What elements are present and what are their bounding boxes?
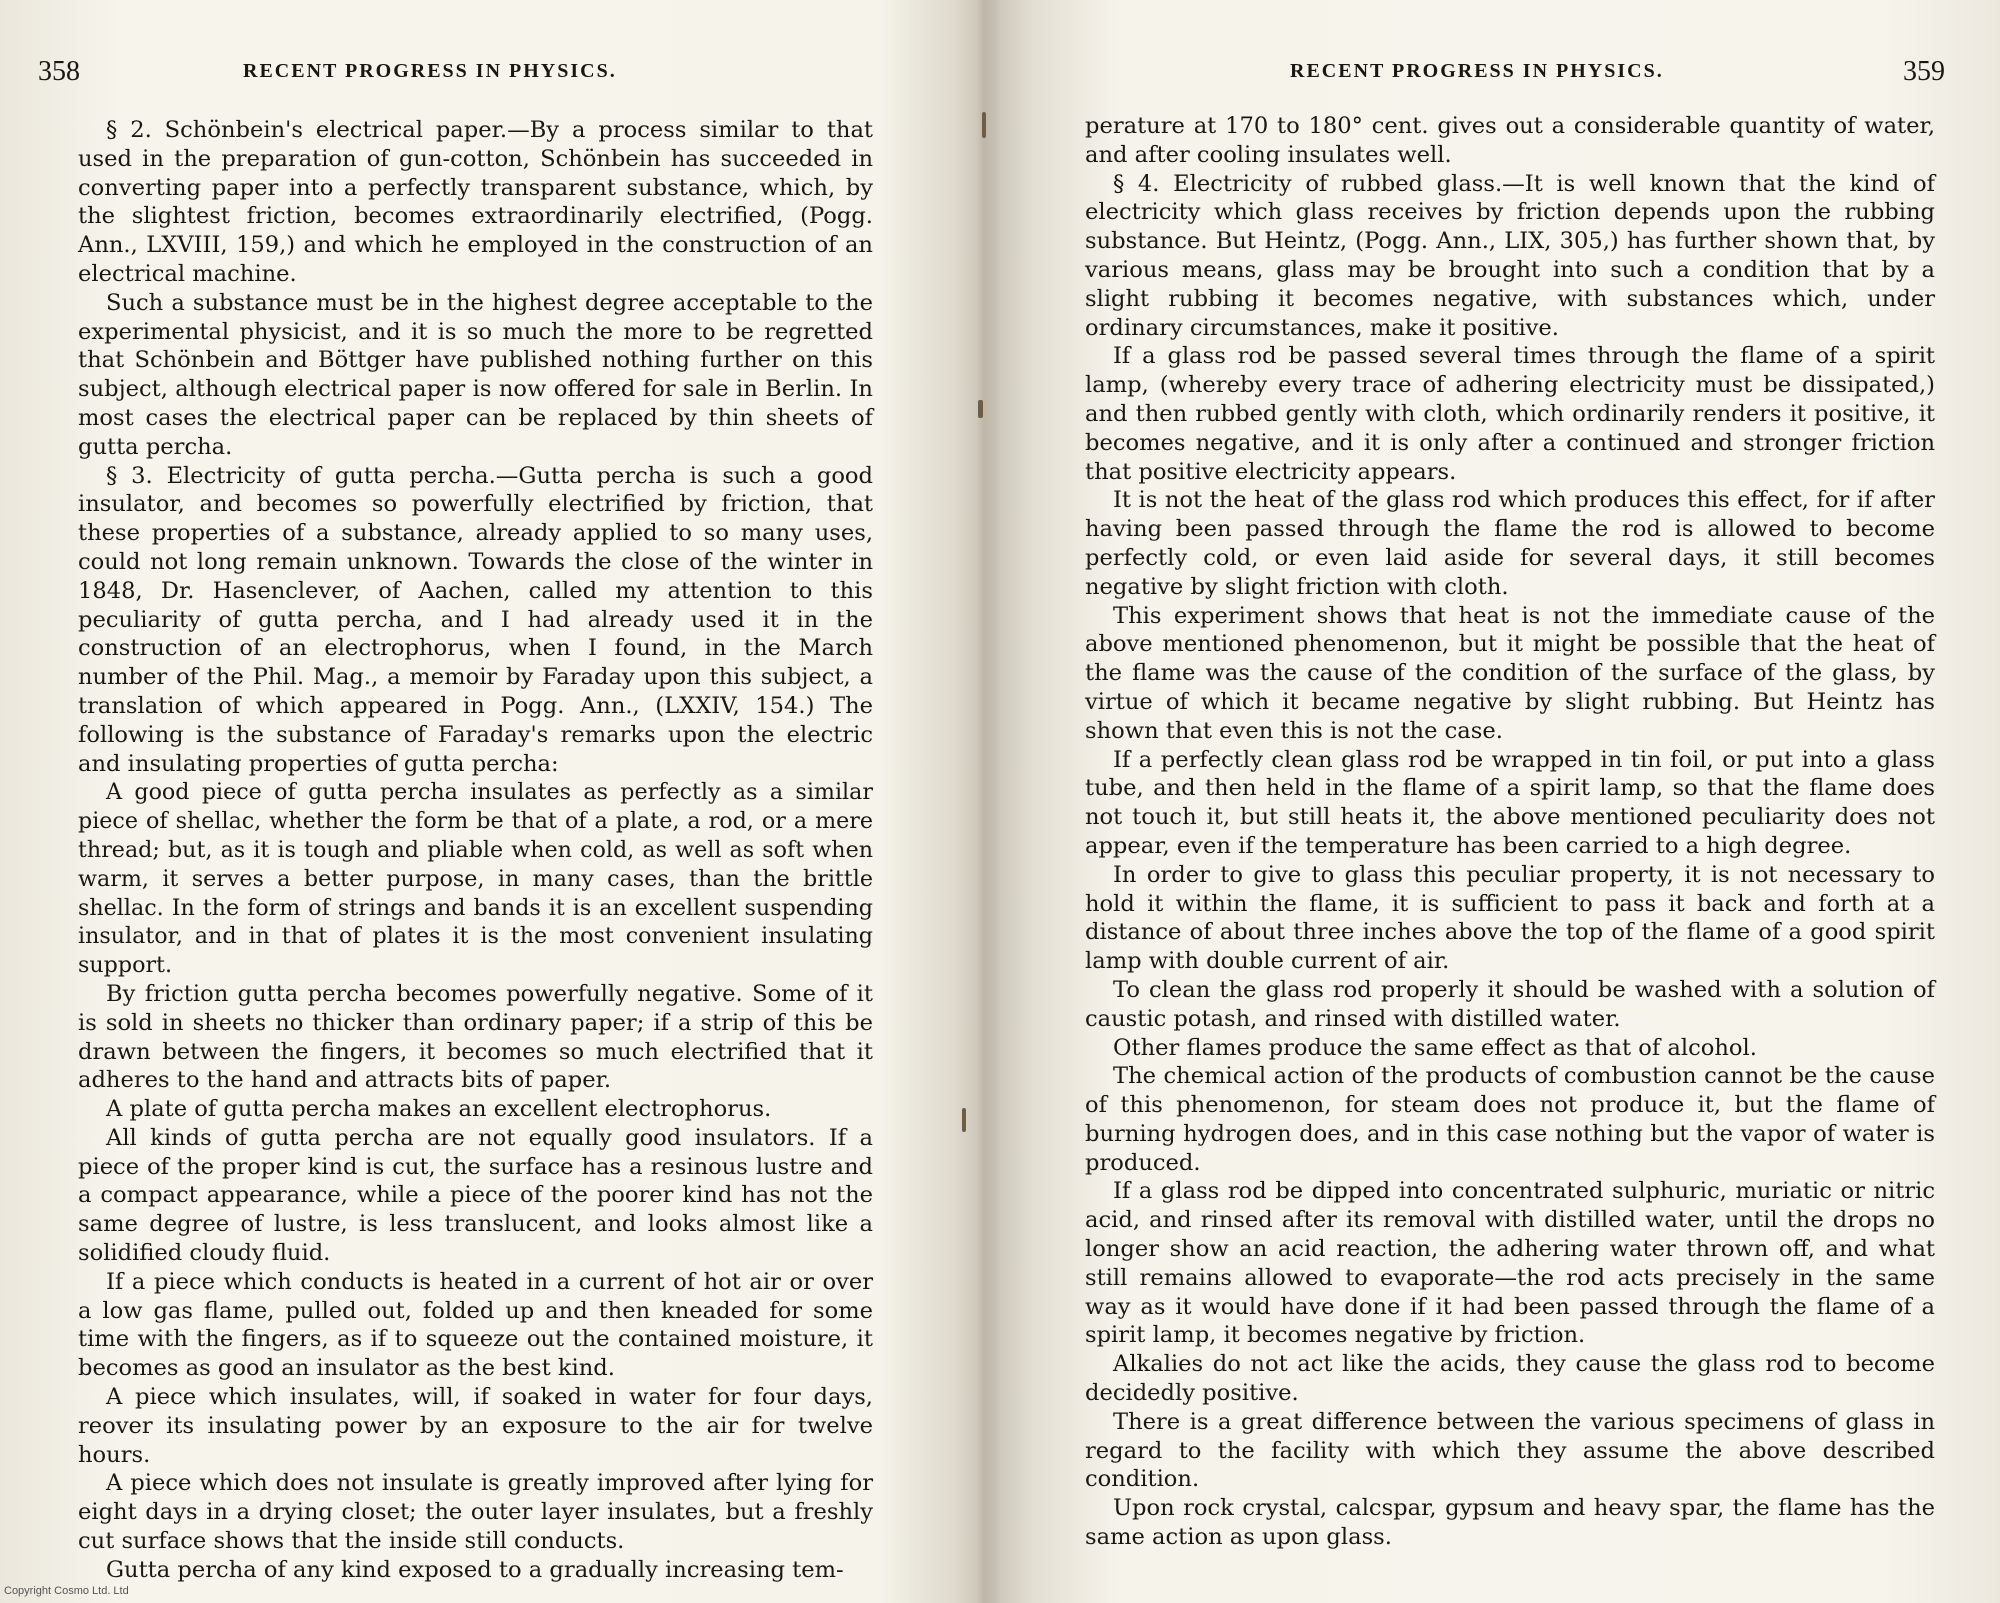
quoted-paragraph: A good piece of gutta percha insulates as perfectly as a similar piece of shellac, whether the form be that of a plate, a rod, or a mere thread; but, as it is tough and pliable when cold, as well as soft when warm, it serves a better purpose, in many cases, than the brittle shellac. In the form of strings and bands it is an excellent suspending insulator, and in that of plates it is the most convenient insulating support. — [78, 779, 873, 979]
paragraph: If a perfectly clean glass rod be wrapped in tin foil, or put into a glass tube, and then held in the flame of a spirit lamp, so that the flame does not touch it, but still heats it, the above mentioned peculiarity does not appear, even if the temperature has been carried to a high degree. — [1085, 746, 1935, 859]
paragraph: All kinds of gutta percha are not equally good insulators. If a piece of the proper kind is cut, the surface has a resinous lustre and a compact appearance, while a piece of the poorer kind has not the same degree of lustre, is less translucent, and looks almost like a solidified cloudy fluid. — [78, 1124, 873, 1267]
page-body — [78, 116, 873, 1585]
page-body — [1085, 112, 1935, 1552]
book-gutter — [955, 0, 1035, 1603]
paragraph: To clean the glass rod properly it should be washed with a solution of caustic potash, and rinsed with distilled water. — [1085, 976, 1935, 1032]
paragraph: § 4. Electricity of rubbed glass.—It is well known that the kind of electricity which glass receives by friction depends upon the rubbing substance. But Heintz, (Pogg. Ann., LIX, 305,) has further shown that, by various means, glass may be brought into such a condition that by a slight rubbing it becomes negative, with substances which, under ordinary circumstances, make it positive. — [1085, 170, 1935, 341]
paragraph: This experiment shows that heat is not the immediate cause of the above mentioned phenomenon, but it might be possible that the heat of the flame was the cause of the condition of the surface of the glass, by virtue of which it became negative by slight rubbing. But Heintz has shown that even this is not the case. — [1085, 602, 1935, 744]
running-header — [1075, 56, 1945, 96]
binding-thread-mark — [962, 1108, 966, 1132]
paragraph: If a glass rod be dipped into concentrated sulphuric, muriatic or nitric acid, and rinsed after its removal with distilled water, until the drops no longer show an acid reaction, the adhering water thrown off, and what still remains allowed to evaporate—the rod acts precisely in the same way as it would have done if it had been passed through the flame of a spirit lamp, it becomes negative by friction. — [1085, 1178, 1935, 1349]
paragraph-continuation: perature at 170 to 180° cent. gives out a considerable quantity of water, and after cooling insulates well. — [1085, 113, 1935, 168]
paragraph: If a glass rod be passed several times through the flame of a spirit lamp, (whereby every trace of adhering electricity must be dissipated,) and then rubbed gently with cloth, which ordinarily renders it positive, it becomes negative, and it is only after a continued and stronger friction that positive electricity appears. — [1085, 343, 1935, 485]
paragraph: § 2. Schönbein's electrical paper.—By a process similar to that used in the preparation of gun-cotton, Schönbein has succeeded in converting paper into a perfectly transparent substance, which, by the slightest friction, becomes extraordinarily electrified, (Pogg. Ann., LXVIII, 159,) and which he employed in the construction of an electrical machine. — [78, 117, 873, 287]
page-number: 358 — [38, 56, 80, 87]
paragraph: Other flames produce the same effect as that of alcohol. — [1113, 1034, 1757, 1061]
running-head-title: RECENT PROGRESS IN PHYSICS. — [243, 60, 617, 82]
paragraph: In order to give to glass this peculiar property, it is not necessary to hold it within the flame, it is sufficient to pass it back and forth at a distance of about three inches above the top of the flame of a good spirit lamp with double current of air. — [1085, 861, 1935, 975]
running-header — [38, 56, 873, 96]
paragraph: If a piece which conducts is heated in a current of hot air or over a low gas flame, pulled out, folded up and then kneaded for some time with the fingers, as if to squeeze out the contained moisture, it becomes as good an insulator as the best kind. — [78, 1268, 873, 1382]
running-head-title: RECENT PROGRESS IN PHYSICS. — [1290, 60, 1664, 82]
paragraph: It is not the heat of the glass rod which produces this effect, for if after having been passed through the flame the rod is allowed to become perfectly cold, or even laid aside for several days, it still becomes negative by slight friction with cloth. — [1085, 487, 1935, 600]
paragraph: A plate of gutta percha makes an excellent electrophorus. — [106, 1096, 772, 1123]
paragraph: Upon rock crystal, calcspar, gypsum and heavy spar, the flame has the same action as upon glass. — [1085, 1495, 1935, 1551]
binding-thread-mark — [982, 112, 986, 138]
paragraph: The chemical action of the products of combustion cannot be the cause of this phenomenon, for steam does not produce it, but the flame of burning hydrogen does, and in this case nothing but the vapor of water is produced. — [1085, 1063, 1935, 1176]
paragraph: Alkalies do not act like the acids, they cause the glass rod to become decidedly positive. — [1085, 1351, 1935, 1407]
binding-thread-mark — [978, 400, 983, 418]
paragraph: Gutta percha of any kind exposed to a gradually increasing tem- — [106, 1556, 844, 1583]
paragraph: A piece which does not insulate is greatly improved after lying for eight days in a drying closet; the outer layer insulates, but a freshly cut surface shows that the inside still conducts. — [78, 1470, 873, 1555]
paragraph: A piece which insulates, will, if soaked in water for four days, reover its insulating power by an exposure to the air for twelve hours. — [78, 1384, 873, 1468]
paragraph: § 3. Electricity of gutta percha.—Gutta percha is such a good insulator, and becomes so powerfully electrified by friction, that these properties of a substance, already applied to so many uses, could not long remain unknown. Towards the close of the winter in 1848, Dr. Hasenclever, of Aachen, called my attention to this peculiarity of gutta percha, and I had already used it in the construction of an electrophorus, when I found, in the March number of the Phil. Mag., a memoir by Faraday upon this subject, a translation of which appeared in Pogg. Ann., (LXXIV, 154.) The following is the substance of Faraday's remarks upon the electric and insulating properties of gutta percha: — [78, 462, 873, 777]
page-number: 359 — [1903, 56, 1945, 87]
paragraph: Such a substance must be in the highest degree acceptable to the experimental physicist, and it is so much the more to be regretted that Schönbein and Böttger have published nothing further on this subject, although electrical paper is now offered for sale in Berlin. In most cases the electrical paper can be replaced by thin sheets of gutta percha. — [78, 289, 873, 460]
copyright-notice: Copyright Cosmo Ltd. Ltd — [4, 1585, 129, 1597]
paragraph: There is a great difference between the various specimens of glass in regard to the facility with which they assume the above described condition. — [1085, 1408, 1935, 1493]
paragraph: By friction gutta percha becomes powerfully negative. Some of it is sold in sheets no thicker than ordinary paper; if a strip of this be drawn between the fingers, it becomes so much electrified that it adheres to the hand and attracts bits of paper. — [78, 980, 873, 1094]
